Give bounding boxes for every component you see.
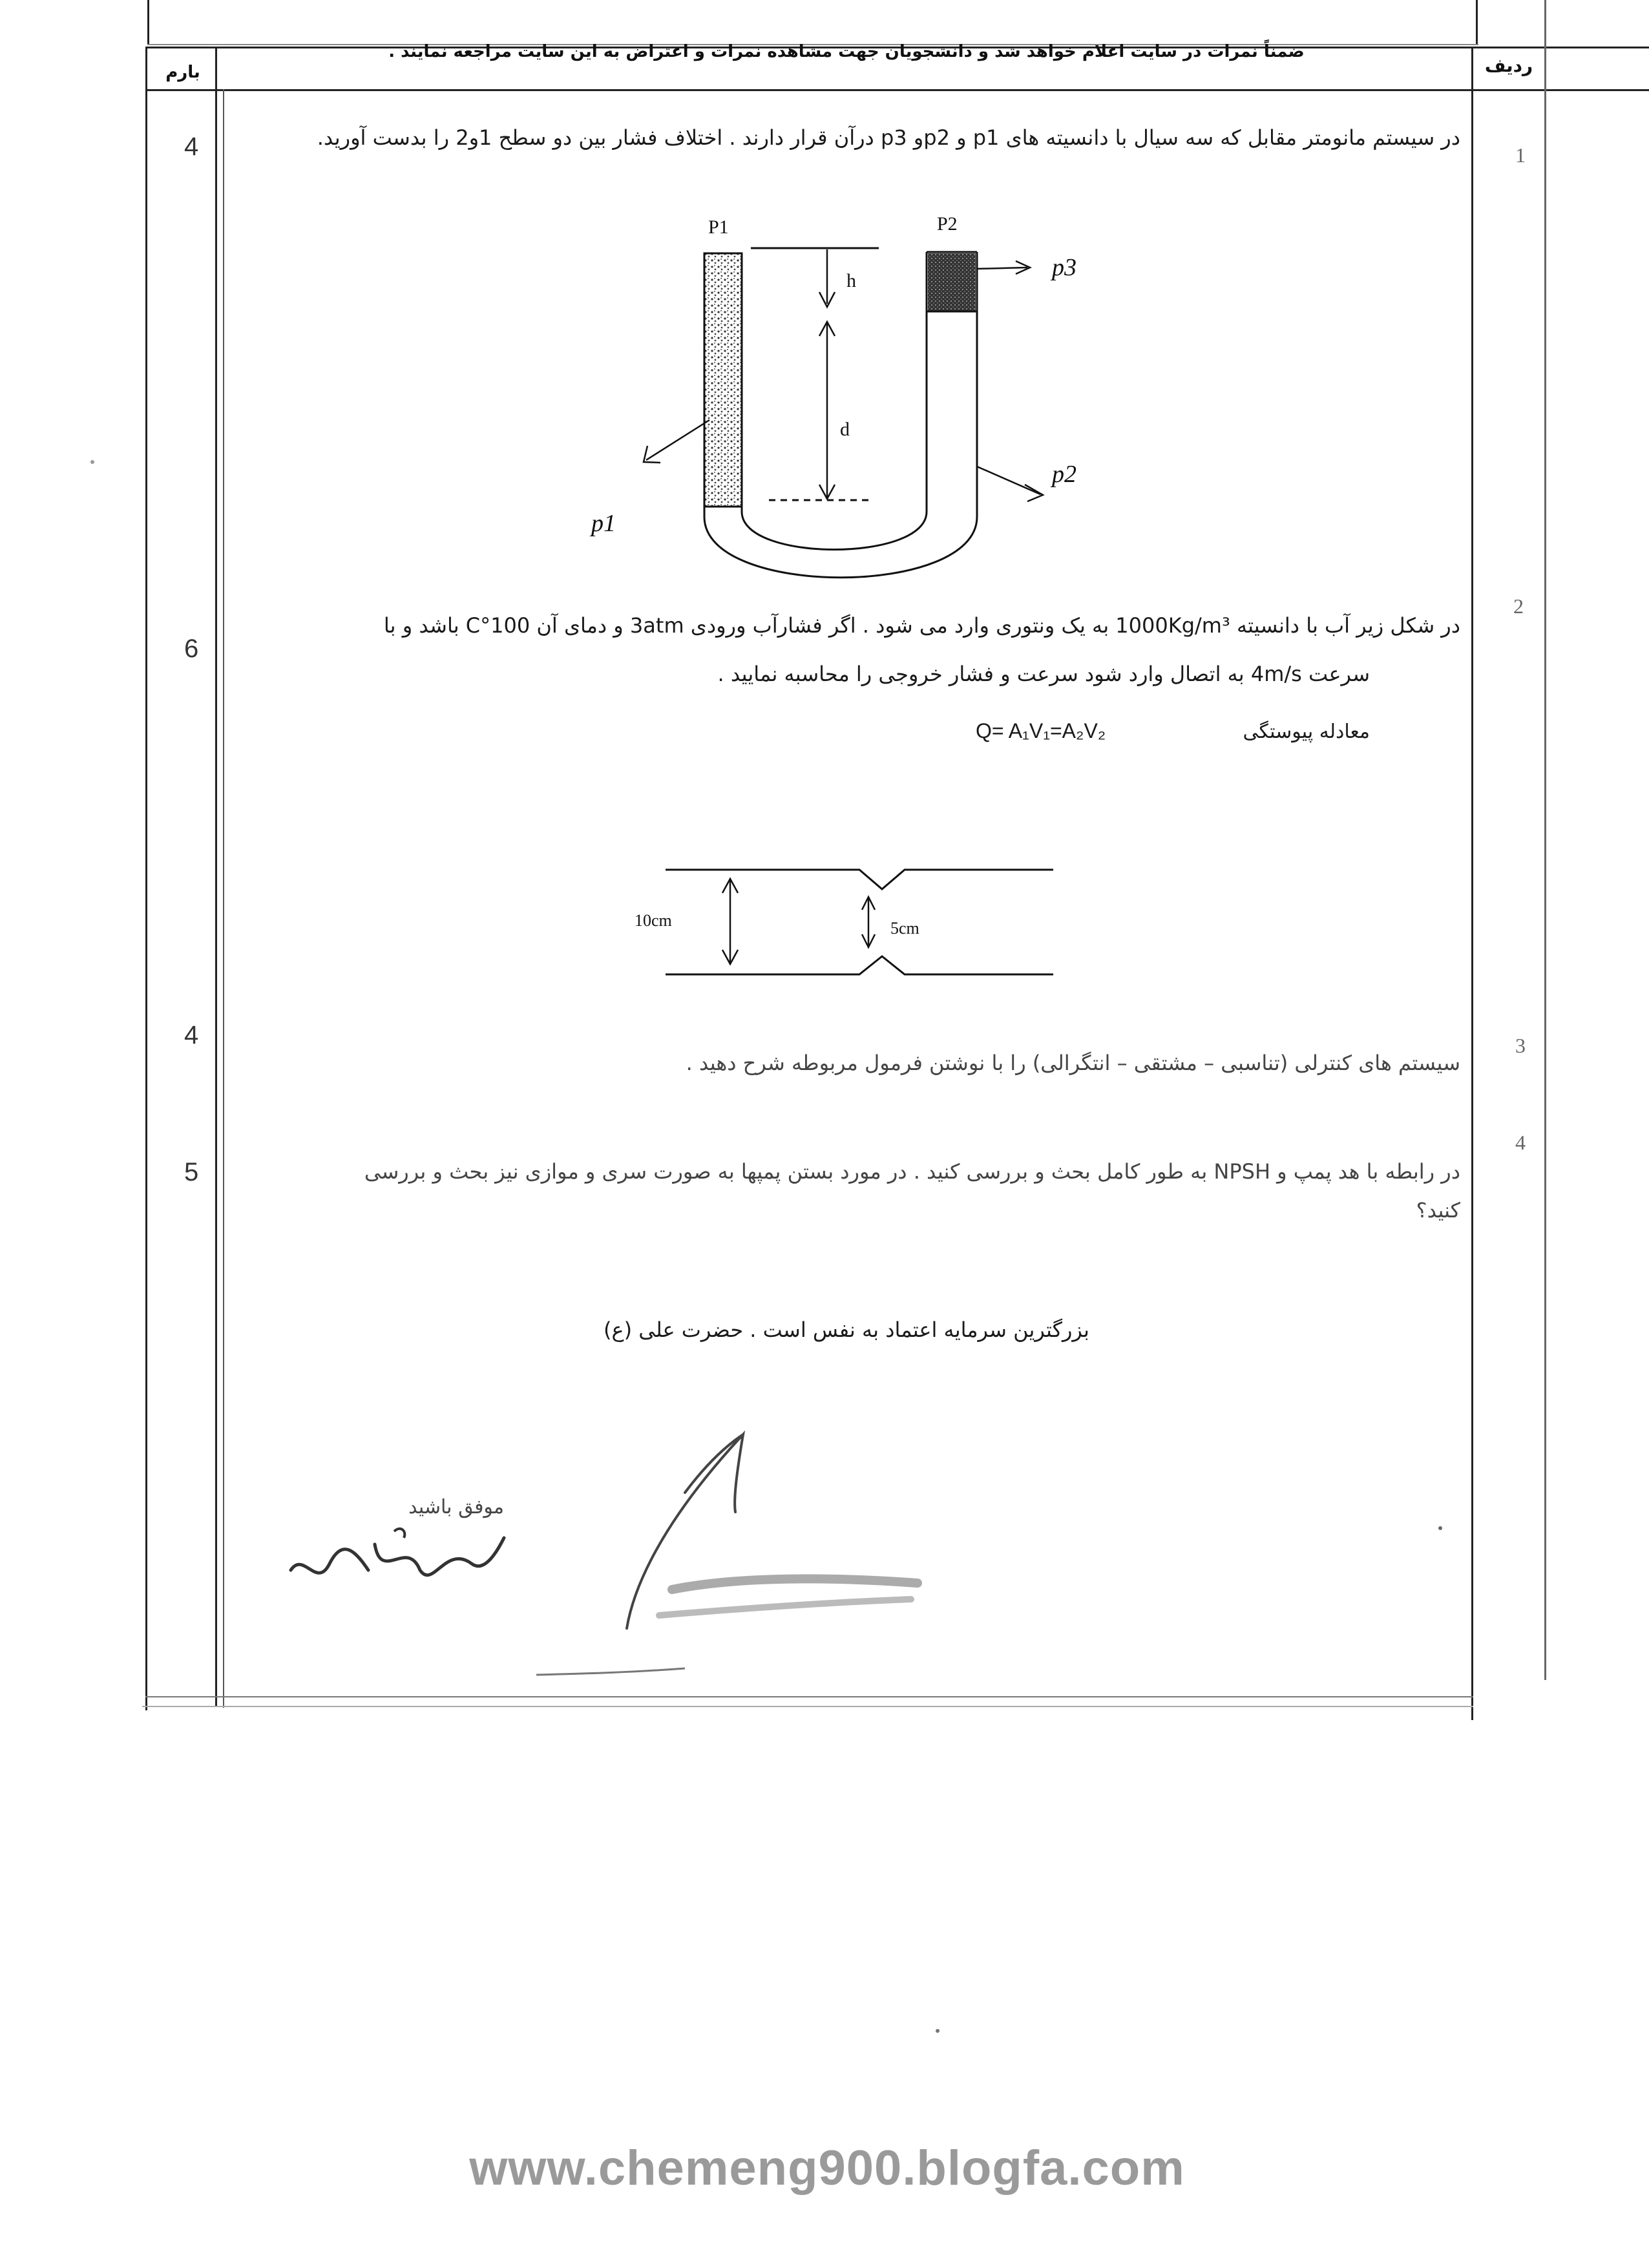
footer-url[interactable]: www.chemeng900.blogfa.com [469, 2141, 1185, 2196]
header-score-label: بارم [165, 63, 200, 82]
score-col-divider [215, 47, 217, 1707]
scan-speck [936, 2029, 940, 2033]
table-right-border [1544, 0, 1546, 1680]
venturi-label-small: 5cm [890, 919, 919, 938]
question-2-text-line1: در شکل زیر آب با دانسیته 1000Kg/m³ به یک ونتوری وارد می شود . اگر فشارآب ورودی 3atm و دمای آن 100°C باشد و با [383, 613, 1460, 638]
u-bend-outer [704, 505, 977, 578]
question-4-score: 5 [184, 1158, 199, 1186]
venturi-bottom-wall [666, 956, 1053, 974]
table-bottom-border-2 [142, 1706, 1473, 1707]
u-bend-inner [742, 505, 927, 550]
frame-top-stub-right [1476, 0, 1478, 45]
label-p1: p1 [591, 510, 616, 537]
question-3-number: 3 [1515, 1034, 1526, 1057]
frame-top-stub-left [147, 0, 149, 45]
question-1-text: در سیستم مانومتر مقابل که سه سیال با دانسیته های p1 و p2و p3 درآن قرار دارند . اختلاف فشار بین دو سطح 1و2 را بدست آورید. [317, 125, 1460, 150]
question-1-score: 4 [184, 132, 199, 161]
label-h: h [846, 270, 856, 291]
signature-image [278, 1512, 523, 1602]
scan-speck [90, 460, 94, 464]
table-left-border [145, 47, 147, 1710]
question-2-equation: Q= A₁V₁=A₂V₂ [976, 719, 1106, 742]
row-col-divider [1471, 47, 1473, 1720]
label-p2-top: P2 [937, 213, 958, 235]
closing-quote: بزرگترین سرمایه اعتماد به نفس است . حضرت علی (ع) [604, 1318, 1089, 1342]
question-2-score: 6 [184, 635, 199, 663]
handwritten-stroke [491, 1422, 943, 1693]
venturi-top-wall [666, 870, 1053, 889]
score-col-divider-inner [223, 89, 224, 1708]
table-bottom-border [145, 1696, 1473, 1697]
scan-speck [1438, 1526, 1442, 1530]
header-notice: ضمناً نمرات در سایت اعلام خواهد شد و دانشجویان جهت مشاهده نمرات و اعتراض به این سایت مراجعه نمایند . [388, 42, 1305, 61]
question-3-score: 4 [184, 1021, 199, 1049]
question-3-text: سیستم های کنترلی (تناسبی – مشتقی – انتگرالی) را با نوشتن فرمول مربوطه شرح دهید . [686, 1051, 1460, 1075]
question-4-text-line1: در رابطه با هد پمپ و NPSH به طور کامل بحث و بررسی کنید . در مورد بستن پمپها به صورت سری و موازی نیز بحث و بررسی [364, 1159, 1460, 1184]
question-2-equation-label: معادله پیوستگی [1243, 720, 1370, 743]
label-p3: p3 [1052, 254, 1077, 281]
question-2-number: 2 [1513, 594, 1524, 618]
question-1-number: 1 [1515, 143, 1526, 167]
good-luck-text: موفق باشید [408, 1496, 504, 1518]
question-2-text-line2: سرعت 4m/s به اتصال وارد شود سرعت و فشار خروجی را محاسبه نمایید . [717, 662, 1370, 686]
label-p1-top: P1 [708, 216, 729, 238]
header-row-label: ردیف [1484, 55, 1533, 76]
venturi-label-large: 10cm [635, 911, 672, 930]
question-4-text-line2: کنید؟ [1416, 1198, 1460, 1223]
label-d: d [840, 419, 850, 440]
fluid-p3-cap [928, 253, 976, 311]
question-4-number: 4 [1515, 1131, 1526, 1154]
fluid-p1-column [704, 253, 742, 507]
label-p2: p2 [1052, 461, 1077, 488]
venturi-diagram [666, 859, 1066, 989]
